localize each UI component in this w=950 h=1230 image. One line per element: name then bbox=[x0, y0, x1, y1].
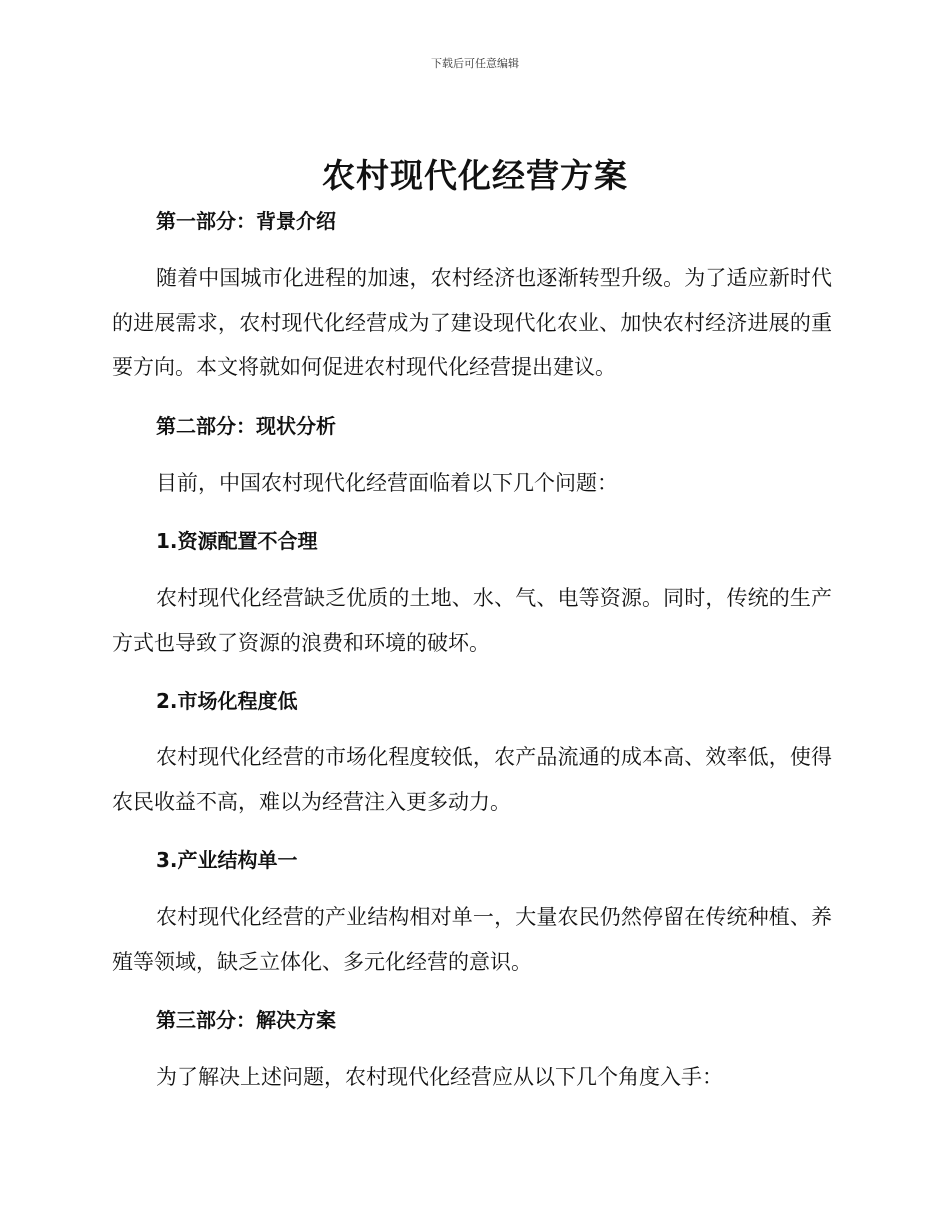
section3-heading: 第三部分：解决方案 bbox=[156, 1008, 336, 1032]
document-title: 农村现代化经营方案 bbox=[322, 156, 628, 195]
section2-intro: 目前，中国农村现代化经营面临着以下几个问题： bbox=[156, 471, 618, 495]
item1-paragraph: 农村现代化经营缺乏优质的土地、水、气、电等资源。同时，传统的生产方式也导致了资源的浪费和环境的破坏。 bbox=[112, 586, 832, 655]
header-note: 下载后可任意编辑 bbox=[431, 57, 519, 70]
section1-heading: 第一部分：背景介绍 bbox=[156, 209, 336, 233]
item3-paragraph: 农村现代化经营的产业结构相对单一，大量农民仍然停留在传统种植、养殖等领域，缺乏立体化、多元化经营的意识。 bbox=[112, 905, 832, 974]
item2-heading: 2.市场化程度低 bbox=[156, 689, 298, 713]
item3-heading: 3.产业结构单一 bbox=[156, 848, 298, 872]
section2-heading: 第二部分：现状分析 bbox=[156, 414, 336, 438]
section1-paragraph: 随着中国城市化进程的加速，农村经济也逐渐转型升级。为了适应新时代的进展需求，农村现代化经营成为了建设现代化农业、加快农村经济进展的重要方向。本文将就如何促进农村现代化经营提出建议。 bbox=[112, 266, 832, 379]
item1-heading: 1.资源配置不合理 bbox=[156, 529, 318, 553]
section3-intro: 为了解决上述问题，农村现代化经营应从以下几个角度入手： bbox=[156, 1065, 723, 1089]
item2-paragraph: 农村现代化经营的市场化程度较低，农产品流通的成本高、效率低，使得农民收益不高，难以为经营注入更多动力。 bbox=[112, 745, 832, 814]
